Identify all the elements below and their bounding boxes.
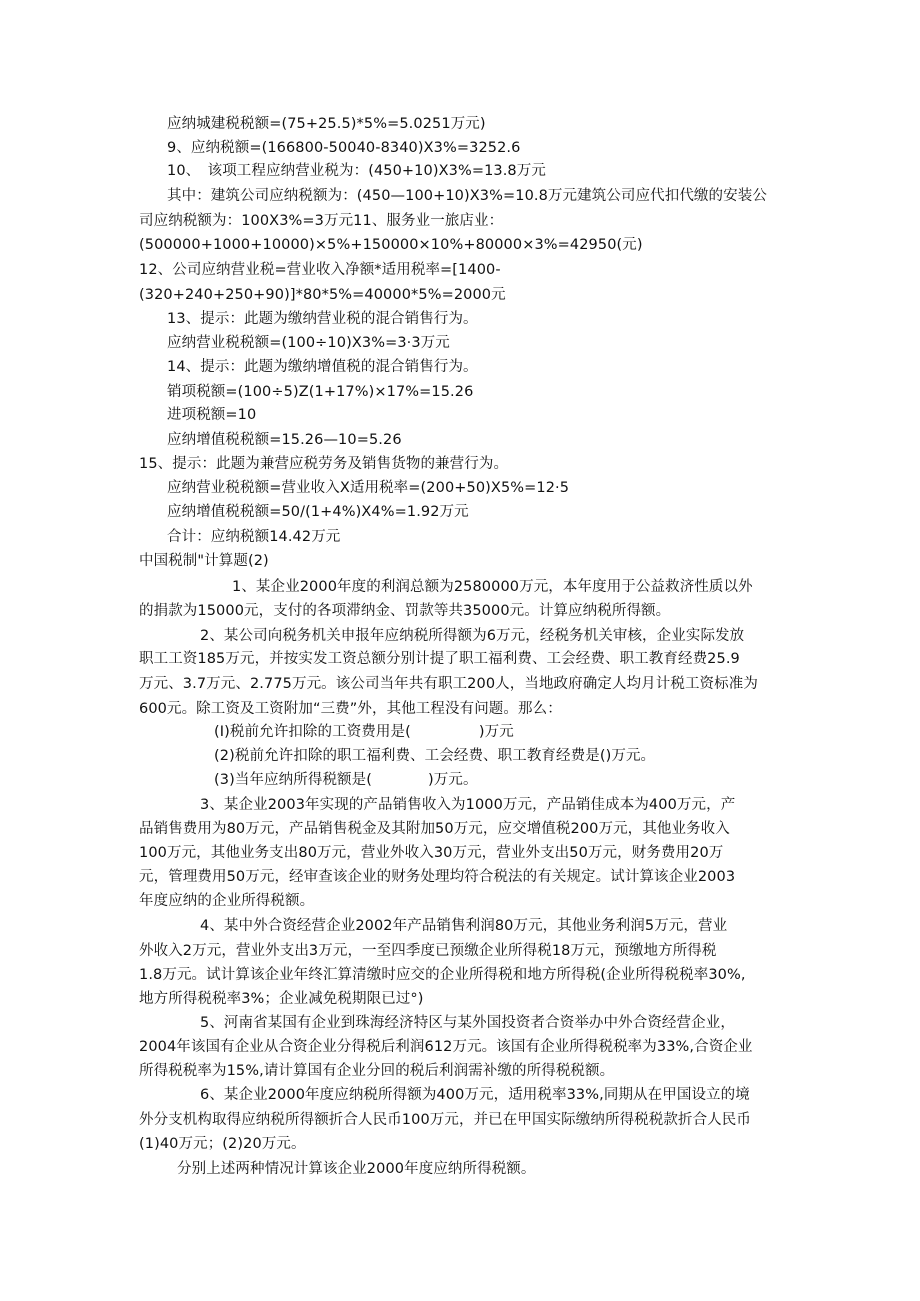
answer-line: 司应纳税额为：100X3%=3万元11、服务业一旅店业：: [139, 213, 504, 229]
answer-line: 10、 该项工程应纳营业税为：(450+10)X3%=13.8万元: [167, 163, 546, 179]
question-2-line: 600元。除工资及工资附加“三费”外，其他工程没有问题。那么：: [139, 701, 562, 717]
section-title: 中国税制"计算题(2): [139, 553, 269, 569]
question-6-line: 外分支机构取得应纳税所得额折合人民币100万元，并已在甲国实际缴纳所得税税款折合人民币: [139, 1112, 751, 1128]
answer-line: 13、提示：此题为缴纳营业税的混合销售行为。: [167, 311, 478, 327]
answer-line: 其中：建筑公司应纳税额为：(450—100+10)X3%=10.8万元建筑公司应代扣代缴的安装公: [167, 188, 767, 204]
sub-3-prefix: (3)当年应纳所得税额是(: [214, 772, 372, 788]
question-1-line: 1、某企业2000年度的利润总额为2580000万元，本年度用于公益救济性质以外: [232, 579, 753, 595]
sub-1-suffix: )万元: [478, 724, 514, 740]
question-6-line: (1)40万元；(2)20万元。: [139, 1136, 306, 1152]
answer-line: 应纳增值税税额=15.26—10=5.26: [167, 432, 402, 448]
question-2-sub-1: [214, 723, 514, 741]
answer-line: (500000+1000+10000)×5%+150000×10%+80000×3%=42950(元): [139, 237, 643, 253]
question-3-line: 品销售费用为80万元，产品销售税金及其附加50万元，应交增值税200万元，其他业务收入: [139, 821, 730, 837]
answer-line: 应纳营业税税额=(100÷10)X3%=3·3万元: [167, 335, 450, 351]
answer-line: (320+240+250+90)]*80*5%=40000*5%=2000元: [139, 287, 506, 303]
answer-line: 进项税额=10: [167, 407, 257, 423]
answer-line: 14、提示：此题为缴纳增值税的混合销售行为。: [167, 359, 478, 375]
closing-instruction: 分别上述两种情况计算该企业2000年度应纳所得税额。: [177, 1161, 536, 1177]
question-2-line: 2、某公司向税务机关申报年应纳税所得额为6万元，经税务机关审核，企业实际发放: [200, 628, 745, 644]
question-3-line: 年度应纳的企业所得税额。: [139, 893, 315, 909]
question-4-line: 4、某中外合资经营企业2002年产品销售利润80万元，其他业务利润5万元，营业: [200, 918, 728, 934]
question-3-line: 3、某企业2003年实现的产品销售收入为1000万元，产品销佳成本为400万元，产: [200, 797, 736, 813]
question-4-line: 外收入2万元，营业外支出3万元，一至四季度已预缴企业所得税18万元，预缴地方所得税: [139, 943, 717, 959]
question-3-line: 100万元，其他业务支出80万元，营业外收入30万元，营业外支出50万元，财务费用20万: [139, 845, 724, 861]
question-4-line: 1.8万元。试计算该企业年终汇算清缴时应交的企业所得税和地方所得税(企业所得税税率30%,: [139, 967, 746, 983]
answer-line: 应纳营业税税额=营业收入X适用税率=(200+50)X5%=12·5: [167, 480, 570, 496]
answer-line: 应纳增值税税额=50/(1+4%)X4%=1.92万元: [167, 504, 469, 520]
answer-line: 应纳城建税税额=(75+25.5)*5%=5.0251万元): [167, 116, 486, 132]
question-3-line: 元，管理费用50万元，经审查该企业的财务处理均符合税法的有关规定。试计算该企业2003: [139, 869, 736, 885]
question-5-line: 2004年该国有企业从合资企业分得税后利润612万元。该国有企业所得税税率为33%,合资企业: [139, 1039, 753, 1055]
question-2-line: 职工工资185万元，并按实发工资总额分别计提了职工福利费、工会经费、职工教育经费25.9: [139, 651, 740, 667]
question-4-line: 地方所得税税率3%；企业减免税期限已过°): [139, 991, 424, 1007]
question-6-line: 6、某企业2000年度应纳税所得额为400万元，适用税率33%,同期从在甲国设立的境: [200, 1087, 750, 1103]
question-2-sub-2: (2)税前允许扣除的职工福利费、工会经费、职工教育经费是()万元。: [214, 748, 656, 764]
answer-line: 12、公司应纳营业税=营业收入净额*适用税率=[1400-: [139, 262, 501, 278]
question-2-sub-3: [214, 771, 478, 789]
question-2-line: 万元、3.7万元、2.775万元。该公司当年共有职工200人，当地政府确定人均月计税工资标准为: [139, 676, 758, 692]
answer-line: 合计：应纳税额14.42万元: [167, 529, 341, 545]
answer-line: 销项税额=(100÷5)Z(1+17%)×17%=15.26: [167, 384, 474, 400]
question-1-line: 的捐款为15000元，支付的各项滞纳金、罚款等共35000元。计算应纳税所得额。: [139, 603, 671, 619]
sub-3-suffix: )万元。: [428, 772, 478, 788]
answer-line: 9、应纳税额=(166800-50040-8340)X3%=3252.6: [167, 140, 521, 156]
answer-line: 15、提示：此题为兼营应税劳务及销售货物的兼营行为。: [139, 456, 509, 472]
sub-1-prefix: (I)税前允许扣除的工资费用是(: [214, 724, 411, 740]
question-5-line: 5、河南省某国有企业到珠海经济特区与某外国投资者合资举办中外合资经营企业，: [200, 1015, 735, 1031]
question-5-line: 所得税税率为15%,请计算国有企业分回的税后利润需补缴的所得税税额。: [139, 1063, 615, 1079]
